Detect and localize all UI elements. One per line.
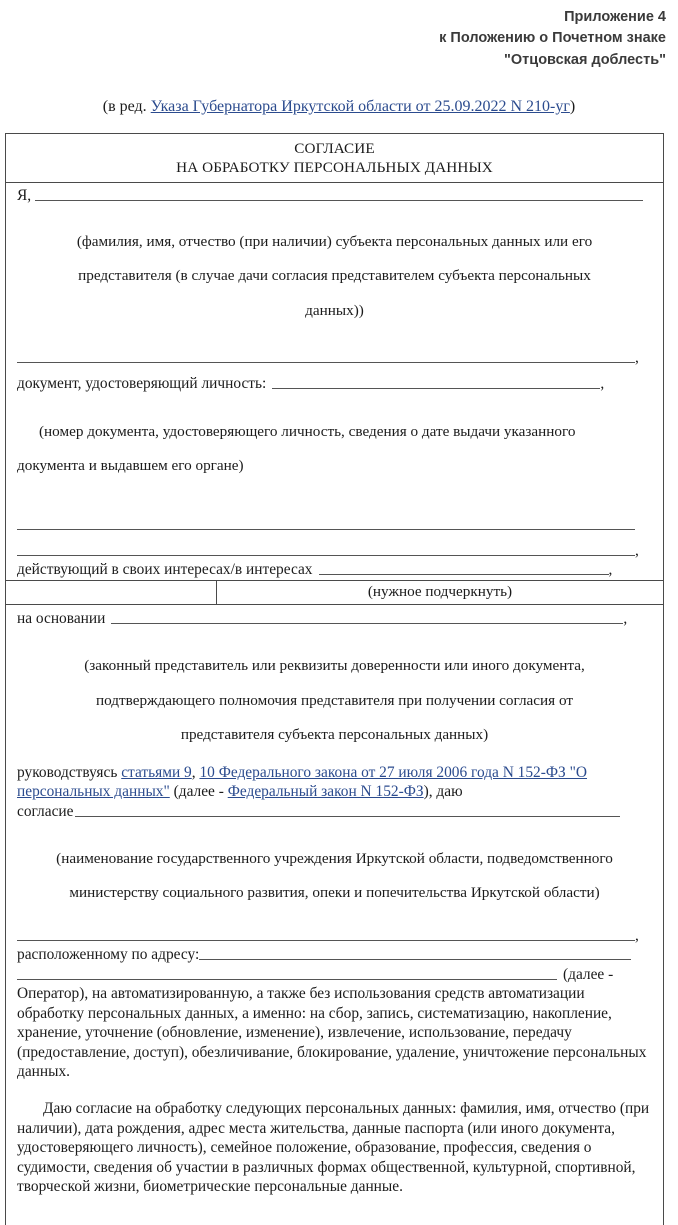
operator-alias-text: (далее - — [563, 965, 614, 983]
institution-extra-row: , — [6, 926, 663, 945]
operator-alias-row — [6, 965, 663, 984]
spacer — [6, 337, 663, 348]
law-tail-text: ), даю — [423, 783, 463, 801]
institution-hint-l1: (наименование государственного учреждения Иркутской области, подведомственного — [56, 849, 613, 867]
basis-hint — [6, 628, 663, 762]
institution-blank-2[interactable] — [17, 926, 635, 940]
institution-hint — [6, 821, 663, 919]
basis-blank[interactable] — [111, 610, 623, 624]
operator-scope-paragraph: Оператор), на автоматизированную, а также без использования средств автоматизации обработку персональных данных, а именно: на сбор, запись, систематизацию, накопление, хранение, уточнение (обновление, изменение), извлечение, использование, передачу (предоставление, доступ), обезличивание, блокирование, удаление, уничтожение персональных данных. — [17, 985, 647, 1081]
law-article-9-link[interactable]: статьями 9 — [121, 763, 192, 781]
acting-capacity-label: действующий в своих интересах/в интересах — [17, 561, 313, 579]
law-reference-paragraph — [6, 762, 663, 802]
underline-hint-row — [6, 580, 663, 605]
basis-label: на основании — [17, 609, 106, 627]
address-row — [6, 945, 663, 964]
consent-institution-blank[interactable] — [75, 803, 620, 817]
form-title — [6, 134, 663, 184]
identity-document-hint-l1: (номер документа, удостоверяющего личность, сведения о дате выдачи указанного — [39, 422, 576, 440]
revision-prefix: (в ред. — [102, 97, 151, 115]
subject-name-label: Я, — [17, 187, 32, 205]
law-152fz-short-link[interactable]: Федеральный закон N 152-ФЗ — [227, 783, 424, 801]
underline-hint-text: (нужное подчеркнуть) — [367, 582, 513, 600]
identity-document-label: документ, удостоверяющий личность: — [17, 374, 267, 392]
revision-decree-link[interactable]: Указа Губернатора Иркутской области от 25.09.2022 N 210-уг — [150, 97, 570, 115]
underline-hint-left-cell — [6, 581, 217, 604]
table-bottom-spacer — [6, 1197, 663, 1225]
institution-hint-l2: министерству социального развития, опеки и попечительства Иркутской области) — [69, 884, 600, 902]
subject-name-hint-l1: (фамилия, имя, отчество (при наличии) субъекта персональных данных или его — [76, 232, 593, 250]
law-152fz-link[interactable]: 10 Федерального закона от 27 июля 2006 года N 152-ФЗ "О персональных данных" — [17, 763, 587, 801]
spacer — [6, 1082, 663, 1099]
form-title-line1: СОГЛАСИЕ — [294, 139, 375, 157]
identity-document-hint-l2: документа и выдавшем его органе) — [17, 457, 244, 474]
header-line-regulation: к Положению о Почетном знаке — [439, 30, 666, 47]
law-lead-text: руководствуясь — [17, 763, 122, 781]
identity-document-blank-2[interactable] — [17, 516, 635, 530]
subject-name-continuation-row: , — [6, 348, 663, 367]
identity-document-extra-row — [6, 515, 663, 534]
basis-row: на основании , — [17, 609, 628, 627]
subject-name-hint-l3: данных)) — [305, 301, 364, 319]
identity-document-row: документ, удостоверяющий личность: , — [17, 374, 605, 392]
address-label: расположенному по адресу: — [17, 946, 200, 964]
revision-suffix: ) — [569, 97, 576, 115]
consent-word: согласие — [17, 803, 74, 820]
acting-capacity-row: действующий в своих интересах/в интересах , — [17, 561, 613, 579]
basis-hint-l2: подтверждающего полномочия представителя при получении согласия от — [96, 691, 573, 709]
address-blank[interactable] — [199, 946, 631, 960]
data-categories-paragraph: Даю согласие на обработку следующих персональных данных: фамилия, имя, отчество (при наличии), дата рождения, адрес места жительства, данные паспорта (или иного документа, удостоверяющего личность), семейное положение, образование, профессия, сведения о судимости, сведения об участии в различных формах общественной, культурной, спортивной, творческой жизни, биометрические персональные данные. — [17, 1100, 650, 1196]
spacer — [6, 492, 663, 509]
subject-name-hint-l2: представителя (в случае дачи согласия представителем субъекта персональных — [78, 267, 591, 285]
document-header — [0, 0, 678, 71]
subject-name-row — [6, 183, 663, 205]
law-separator: , — [191, 763, 200, 781]
consent-institution-row — [6, 802, 663, 821]
acting-capacity-blank[interactable] — [319, 561, 609, 575]
identity-document-blank[interactable] — [272, 375, 600, 389]
address-blank-2[interactable] — [17, 965, 557, 979]
subject-name-blank-2[interactable] — [17, 349, 635, 363]
form-title-line2: НА ОБРАБОТКУ ПЕРСОНАЛЬНЫХ ДАННЫХ — [176, 159, 493, 177]
identity-document-hint — [6, 393, 663, 492]
identity-document-blank-3[interactable] — [17, 542, 635, 556]
subject-name-blank[interactable] — [35, 187, 643, 201]
law-mid-text: (далее - — [169, 783, 228, 801]
basis-hint-l1: (законный представитель или реквизиты доверенности или иного документа, — [84, 657, 585, 675]
identity-document-extra-row-2: , — [6, 541, 663, 560]
revision-note — [0, 71, 678, 133]
consent-form-table — [5, 133, 664, 1225]
subject-name-hint — [6, 206, 663, 338]
basis-hint-l3: представителя субъекта персональных данных) — [180, 726, 489, 744]
header-line-appendix: Приложение 4 — [564, 9, 666, 25]
header-line-award-name: "Отцовская доблесть" — [504, 51, 666, 68]
